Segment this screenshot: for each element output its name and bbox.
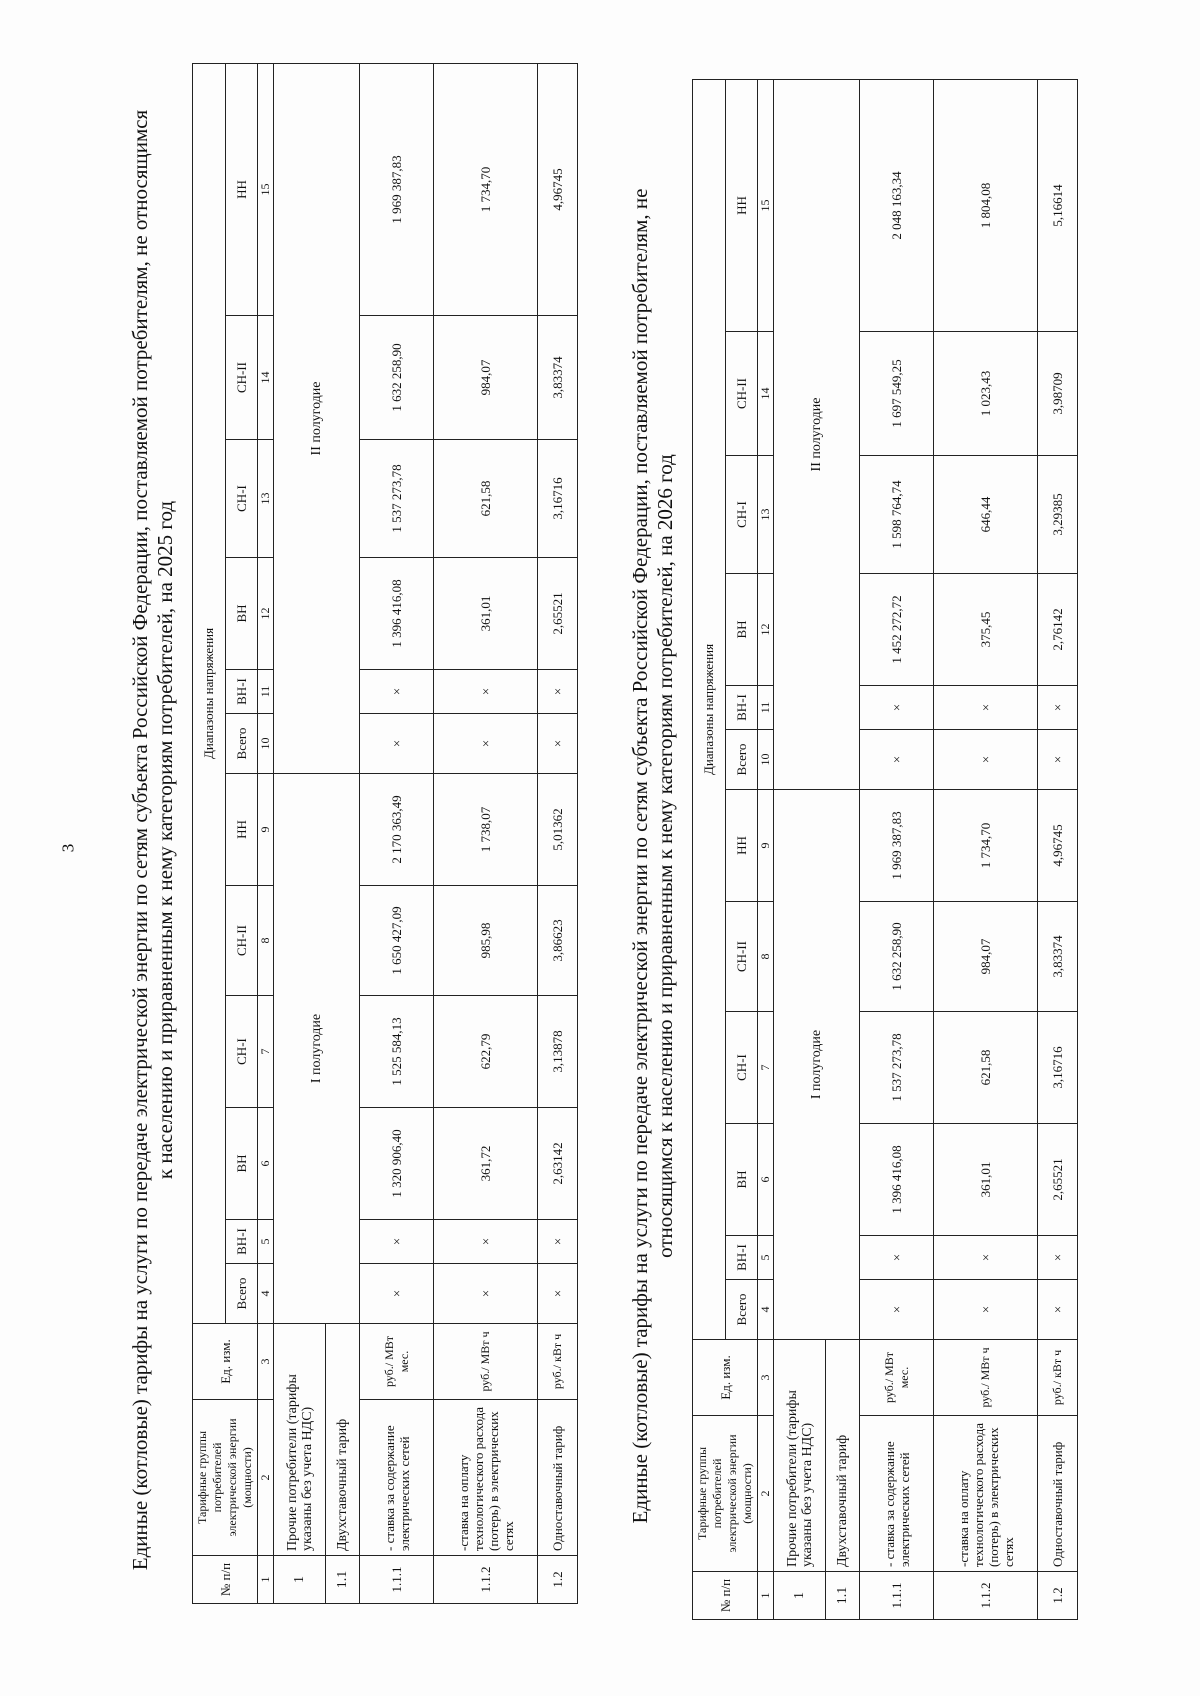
header-vn1: ВН-I	[725, 686, 758, 730]
col-number: 11	[258, 670, 274, 714]
value-cell: 4,96745	[1038, 790, 1078, 902]
header-unit: Ед. изм.	[693, 1340, 758, 1416]
value-cell: 1 396 416,08	[860, 1124, 934, 1236]
header-vn1: ВН-I	[225, 1220, 258, 1264]
value-cell: 375,45	[934, 574, 1038, 686]
value-cell: ×	[538, 670, 578, 714]
header-vn1: ВН-I	[725, 1236, 758, 1280]
header-nn: НН	[725, 79, 758, 331]
value-cell: 622,79	[434, 996, 538, 1108]
value-cell: ×	[434, 1220, 538, 1264]
value-cell: 2 048 163,34	[860, 79, 934, 331]
header-vn: ВН	[725, 574, 758, 686]
row-num: 1.2	[538, 1556, 578, 1604]
value-cell: ×	[360, 1264, 434, 1324]
col-number: 3	[258, 1324, 274, 1400]
value-cell: ×	[538, 714, 578, 774]
value-cell: ×	[538, 1220, 578, 1264]
value-cell: 1 320 906,40	[360, 1108, 434, 1220]
header-voltage-ranges: Диапазоны напряжения	[693, 79, 726, 1339]
col-number: 4	[758, 1280, 774, 1340]
col-number: 7	[758, 1012, 774, 1124]
col-number: 9	[758, 790, 774, 902]
header-num: № п/п	[193, 1556, 258, 1604]
value-cell: ×	[360, 714, 434, 774]
value-cell: 2 170 363,49	[360, 774, 434, 886]
value-cell: 1 525 584,13	[360, 996, 434, 1108]
value-cell: 3,98709	[1038, 332, 1078, 456]
value-cell: 1 598 764,74	[860, 456, 934, 574]
col-number: 5	[758, 1236, 774, 1280]
value-cell: 3,13878	[538, 996, 578, 1108]
value-cell: 1 804,08	[934, 79, 1038, 331]
value-cell: ×	[1038, 1236, 1078, 1280]
tariff-block-2025	[128, 40, 578, 1640]
value-cell: 1 969 387,83	[360, 63, 434, 315]
col-number: 13	[758, 456, 774, 574]
value-cell: 2,63142	[538, 1108, 578, 1220]
value-cell: 361,72	[434, 1108, 538, 1220]
value-cell: 3,83374	[1038, 902, 1078, 1012]
value-cell: 1 537 273,78	[860, 1012, 934, 1124]
col-number: 14	[258, 316, 274, 440]
header-nn: НН	[725, 790, 758, 902]
group-num: 1	[774, 1572, 826, 1620]
value-cell: ×	[934, 1280, 1038, 1340]
group-row	[274, 63, 326, 1603]
row-unit: руб./ МВт ч	[934, 1340, 1038, 1416]
title-line-1: Единые (котловые) тарифы на услуги по передаче электрической энергии по сетям субъекта Российской Федерации, поставляемой потребителям, не	[628, 188, 652, 1524]
value-cell: ×	[860, 1236, 934, 1280]
header-vn1: ВН-I	[225, 670, 258, 714]
col-number: 10	[258, 714, 274, 774]
col-number: 11	[758, 686, 774, 730]
header-nn: НН	[225, 774, 258, 886]
value-cell: ×	[434, 714, 538, 774]
row-unit: руб./ МВт ч	[434, 1324, 538, 1400]
col-number: 7	[258, 996, 274, 1108]
value-cell: 1 734,70	[934, 790, 1038, 902]
value-cell: 646,44	[934, 456, 1038, 574]
value-cell: ×	[860, 1280, 934, 1340]
value-cell: 4,96745	[538, 63, 578, 315]
header-sn2: СН-II	[225, 886, 258, 996]
group-label: Прочие потребители (тарифы указаны без учета НДС)	[274, 1324, 326, 1556]
value-cell: 3,16716	[538, 440, 578, 558]
value-cell: ×	[538, 1264, 578, 1324]
table-title	[628, 56, 678, 1656]
table-title	[128, 40, 178, 1640]
header-total: Всего	[725, 730, 758, 790]
row-num: 1.1.2	[434, 1556, 538, 1604]
col-number: 5	[258, 1220, 274, 1264]
value-cell: ×	[360, 1220, 434, 1264]
value-cell: 2,65521	[1038, 1124, 1078, 1236]
two-part-num: 1.1	[326, 1556, 360, 1604]
col-number: 6	[258, 1108, 274, 1220]
header-group: Тарифные группы потребителей электрической энергии (мощности)	[693, 1416, 758, 1572]
row-label: Одноставочный тариф	[538, 1400, 578, 1556]
value-cell: ×	[934, 730, 1038, 790]
col-number: 2	[258, 1400, 274, 1556]
col-number: 2	[758, 1416, 774, 1572]
value-cell: 1 537 273,78	[360, 440, 434, 558]
half-year-1: I полугодие	[274, 774, 360, 1324]
table-row-1-1-1	[360, 63, 434, 1603]
value-cell: ×	[934, 1236, 1038, 1280]
table-row-1-1-2	[934, 79, 1038, 1619]
value-cell: 3,83374	[538, 316, 578, 440]
header-total: Всего	[225, 1264, 258, 1324]
value-cell: 1 452 272,72	[860, 574, 934, 686]
value-cell: 1 738,07	[434, 774, 538, 886]
half-year-1: I полугодие	[774, 790, 860, 1340]
header-sn2: СН-II	[725, 332, 758, 456]
row-label: Одноставочный тариф	[1038, 1416, 1078, 1572]
value-cell: 985,98	[434, 886, 538, 996]
value-cell: 621,58	[934, 1012, 1038, 1124]
header-sn1: СН-I	[225, 996, 258, 1108]
value-cell: 361,01	[434, 558, 538, 670]
header-num: № п/п	[693, 1572, 758, 1620]
value-cell: 1 632 258,90	[860, 902, 934, 1012]
group-row	[774, 79, 826, 1619]
col-number: 1	[258, 1556, 274, 1604]
value-cell: 1 734,70	[434, 63, 538, 315]
row-unit: руб./ кВт ч	[1038, 1340, 1078, 1416]
col-number: 8	[758, 902, 774, 1012]
col-number: 4	[258, 1264, 274, 1324]
value-cell: 3,86623	[538, 886, 578, 996]
col-number: 12	[258, 558, 274, 670]
header-total: Всего	[225, 714, 258, 774]
col-number: 8	[258, 886, 274, 996]
col-number: 15	[758, 79, 774, 331]
value-cell: 1 396 416,08	[360, 558, 434, 670]
col-number: 9	[258, 774, 274, 886]
value-cell: ×	[860, 730, 934, 790]
title-line-2: к населению и приравненным к нему категориям потребителей, на 2025 год	[153, 500, 177, 1180]
row-label: -ставка на оплату технологического расхода (потерь) в электрических сетях	[434, 1400, 538, 1556]
row-label: - ставка за содержание электрических сетей	[360, 1400, 434, 1556]
half-year-2: II полугодие	[774, 79, 860, 789]
value-cell: ×	[434, 1264, 538, 1324]
title-line-1: Единые (котловые) тарифы на услуги по передаче электрической энергии по сетям субъекта Российской Федерации, поставляемой потребителям, не относящимся	[128, 109, 152, 1571]
column-number-row	[758, 79, 774, 1619]
value-cell: 361,01	[934, 1124, 1038, 1236]
header-total: Всего	[725, 1280, 758, 1340]
value-cell: 1 969 387,83	[860, 790, 934, 902]
value-cell: 984,07	[434, 316, 538, 440]
value-cell: 5,01362	[538, 774, 578, 886]
value-cell: 5,16614	[1038, 79, 1078, 331]
value-cell: 621,58	[434, 440, 538, 558]
row-num: 1.2	[1038, 1572, 1078, 1620]
col-number: 1	[758, 1572, 774, 1620]
header-sn1: СН-I	[725, 1012, 758, 1124]
value-cell: 1 632 258,90	[360, 316, 434, 440]
header-voltage-ranges: Диапазоны напряжения	[193, 63, 226, 1323]
row-num: 1.1.1	[360, 1556, 434, 1604]
header-nn: НН	[225, 63, 258, 315]
header-unit: Ед. изм.	[193, 1324, 258, 1400]
header-vn: ВН	[225, 1108, 258, 1220]
header-sn1: СН-I	[725, 456, 758, 574]
value-cell: ×	[860, 686, 934, 730]
table-row-1-2	[538, 63, 578, 1603]
value-cell: 2,65521	[538, 558, 578, 670]
tariff-table	[692, 79, 1078, 1620]
row-unit: руб./ МВт мес.	[860, 1340, 934, 1416]
col-number: 6	[758, 1124, 774, 1236]
value-cell: 984,07	[934, 902, 1038, 1012]
col-number: 12	[758, 574, 774, 686]
header-group: Тарифные группы потребителей электрической энергии (мощности)	[193, 1400, 258, 1556]
col-number: 3	[758, 1340, 774, 1416]
two-part-label: Двухставочный тариф	[826, 1340, 860, 1572]
table-row-1-2	[1038, 79, 1078, 1619]
row-label: -ставка на оплату технологического расхода (потерь) в электрических сетях	[934, 1416, 1038, 1572]
group-label: Прочие потребители (тарифы указаны без учета НДС)	[774, 1340, 826, 1572]
two-part-label: Двухставочный тариф	[326, 1324, 360, 1556]
header-vn: ВН	[225, 558, 258, 670]
value-cell: 1 650 427,09	[360, 886, 434, 996]
half-year-2: II полугодие	[274, 63, 360, 773]
value-cell: ×	[360, 670, 434, 714]
tariff-block-2026	[628, 56, 1078, 1656]
col-number: 10	[758, 730, 774, 790]
table-row-1-1-2	[434, 63, 538, 1603]
row-num: 1.1.1	[860, 1572, 934, 1620]
group-num: 1	[274, 1556, 326, 1604]
col-number: 13	[258, 440, 274, 558]
header-sn2: СН-II	[725, 902, 758, 1012]
value-cell: ×	[434, 670, 538, 714]
row-num: 1.1.2	[934, 1572, 1038, 1620]
value-cell: 3,29385	[1038, 456, 1078, 574]
value-cell: 1 023,43	[934, 332, 1038, 456]
value-cell: 1 697 549,25	[860, 332, 934, 456]
header-sn1: СН-I	[225, 440, 258, 558]
header-sn2: СН-II	[225, 316, 258, 440]
value-cell: 2,76142	[1038, 574, 1078, 686]
col-number: 14	[758, 332, 774, 456]
table-row-1-1-1	[860, 79, 934, 1619]
value-cell: ×	[1038, 730, 1078, 790]
title-line-2: относящимся к населению и приравненным к нему категориям потребителей, на 2026 год	[653, 454, 677, 1258]
header-vn: ВН	[725, 1124, 758, 1236]
value-cell: ×	[934, 686, 1038, 730]
row-label: - ставка за содержание электрических сетей	[860, 1416, 934, 1572]
value-cell: 3,16716	[1038, 1012, 1078, 1124]
tariff-table	[192, 63, 578, 1604]
row-unit: руб./ МВт мес.	[360, 1324, 434, 1400]
col-number: 15	[258, 63, 274, 315]
value-cell: ×	[1038, 1280, 1078, 1340]
value-cell: ×	[1038, 686, 1078, 730]
column-number-row	[258, 63, 274, 1603]
row-unit: руб./ кВт ч	[538, 1324, 578, 1400]
page-number: 3	[58, 843, 78, 853]
two-part-num: 1.1	[826, 1572, 860, 1620]
